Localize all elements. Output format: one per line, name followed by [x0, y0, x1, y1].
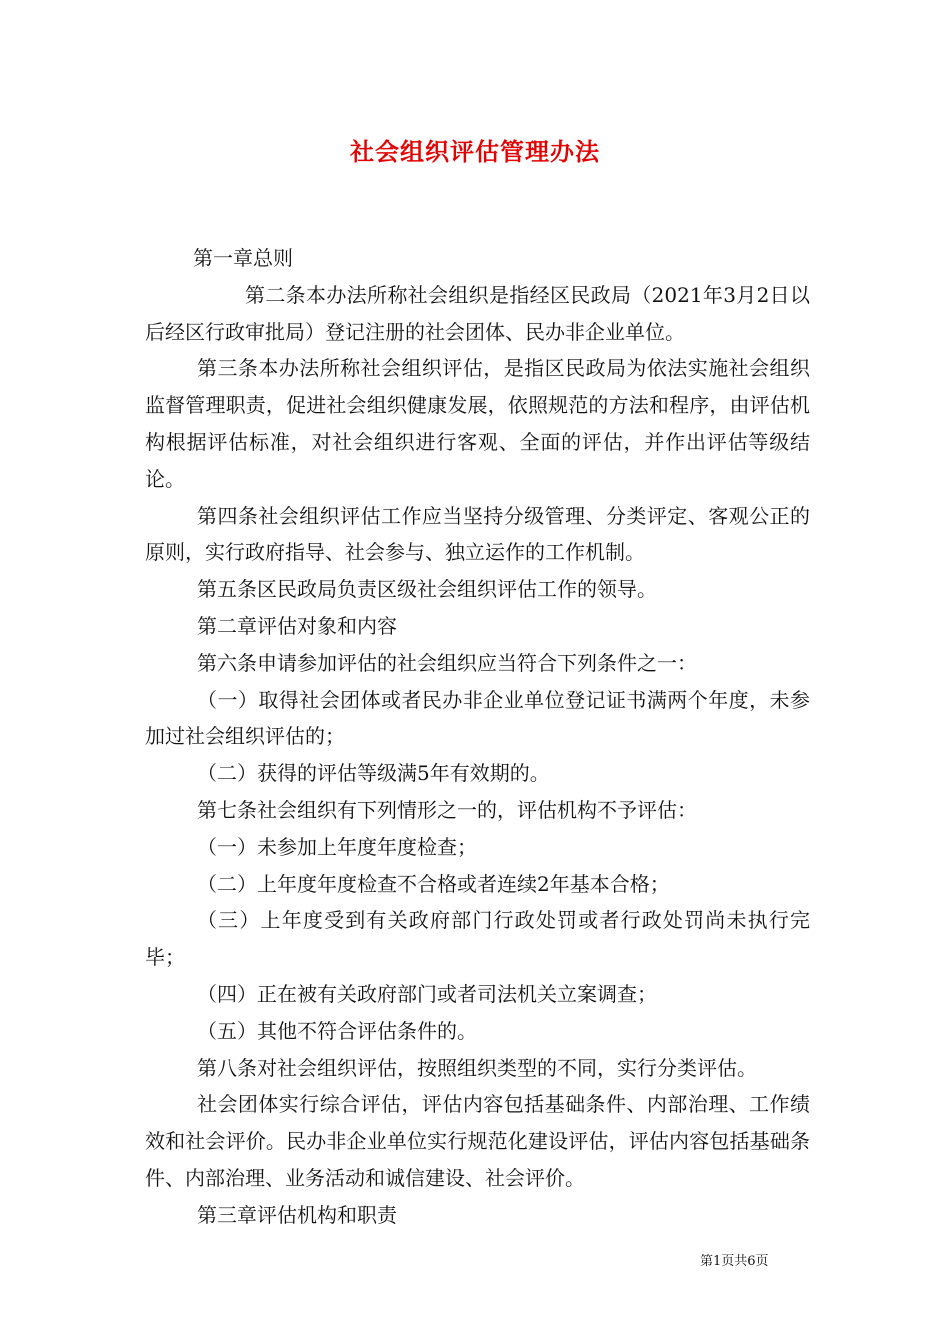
chapter-heading: 第一章总则: [193, 246, 293, 270]
article-paragraph: 第六条申请参加评估的社会组织应当符合下列条件之一：: [197, 650, 697, 675]
article-paragraph: 第三条本办法所称社会组织评估，是指区民政局为依法实施社会组织监督管理职责，促进社会组织健康发展，依照规范的方法和程序，由评估机构根据评估标准，对社会组织进行客观、全面的评估，并作出评估等级结论。: [145, 356, 810, 491]
article-paragraph: 第八条对社会组织评估，按照组织类型的不同，实行分类评估。: [197, 1055, 757, 1080]
list-item: （二）上年度年度检查不合格或者连续2年基本合格；: [197, 871, 670, 896]
article-paragraph: 第五条区民政局负责区级社会组织评估工作的领导。: [197, 577, 657, 602]
document-body: [145, 240, 810, 1234]
article-paragraph: 社会团体实行综合评估，评估内容包括基础条件、内部治理、工作绩效和社会评价。民办非企业单位实行规范化建设评估，评估内容包括基础条件、内部治理、业务活动和诚信建设、社会评价。: [145, 1092, 810, 1190]
list-item: （三）上年度受到有关政府部门行政处罚或者行政处罚尚未执行完毕；: [145, 908, 810, 970]
list-item: （五）其他不符合评估条件的。: [197, 1018, 477, 1043]
list-item: （二）获得的评估等级满5年有效期的。: [197, 761, 550, 786]
article-paragraph: 第四条社会组织评估工作应当坚持分级管理、分类评定、客观公正的原则，实行政府指导、社会参与、独立运作的工作机制。: [145, 503, 810, 565]
article-paragraph: 第二条本办法所称社会组织是指经区民政局（2021年3月2日以后经区行政审批局）登记注册的社会团体、民办非企业单位。: [145, 282, 810, 344]
list-item: （四）正在被有关政府部门或者司法机关立案调查；: [197, 981, 657, 1006]
list-item: （一）未参加上年度年度检查；: [197, 834, 477, 859]
page-footer: 第1页共6页: [700, 1254, 769, 1269]
document-title: 社会组织评估管理办法: [350, 137, 600, 166]
chapter-heading: 第三章评估机构和职责: [197, 1202, 397, 1227]
article-paragraph: 第七条社会组织有下列情形之一的，评估机构不予评估：: [197, 797, 697, 822]
chapter-heading: 第二章评估对象和内容: [197, 613, 397, 638]
list-item: （一）取得社会团体或者民办非企业单位登记证书满两个年度，未参加过社会组织评估的；: [145, 687, 810, 749]
